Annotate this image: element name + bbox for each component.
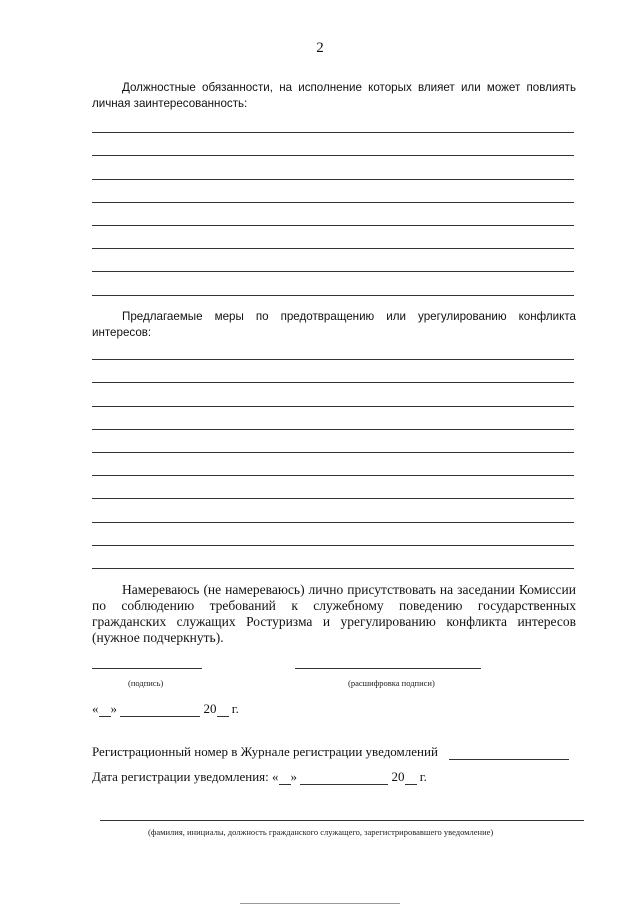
year-prefix: 20 xyxy=(203,701,217,716)
signature-caption: (подпись) xyxy=(128,678,164,688)
date-open-quote: « xyxy=(92,701,99,716)
fill-line[interactable] xyxy=(92,383,574,406)
fill-line[interactable] xyxy=(92,156,574,179)
year-blank[interactable] xyxy=(405,772,417,785)
year-suffix: г. xyxy=(419,769,427,784)
intent-paragraph: Намереваюсь (не намереваюсь) лично присутствовать на заседании Комиссии по соблюдению требований к служебному поведению государственных гражданских служащих Ростуризма и урегулированию конфликта интересов (нужное подчеркнуть). xyxy=(92,582,576,645)
official-caption: (фамилия, инициалы, должность гражданского служащего, зарегистрировавшего уведомление) xyxy=(148,827,494,837)
fill-line[interactable] xyxy=(92,499,574,522)
page-number: 2 xyxy=(316,40,324,56)
signature-decode-caption: (расшифровка подписи) xyxy=(348,678,435,688)
date-close-quote: » xyxy=(290,769,297,784)
date-close-quote: » xyxy=(110,701,117,716)
fill-line[interactable] xyxy=(92,133,574,156)
measures-lines[interactable] xyxy=(92,337,574,569)
fill-line[interactable] xyxy=(92,546,574,569)
day-blank[interactable] xyxy=(99,704,111,717)
measures-heading: Предлагаемые меры по предотвращению или урегулированию конфликта интересов: xyxy=(92,310,576,339)
official-line[interactable] xyxy=(100,820,584,821)
year-blank[interactable] xyxy=(217,704,229,717)
fill-line[interactable] xyxy=(92,523,574,546)
fill-line[interactable] xyxy=(92,337,574,360)
registration-number-label: Регистрационный номер в Журнале регистрации уведомлений xyxy=(92,744,438,759)
fill-line[interactable] xyxy=(92,249,574,272)
fill-line[interactable] xyxy=(92,476,574,499)
fill-line[interactable] xyxy=(92,407,574,430)
fill-line[interactable] xyxy=(92,180,574,203)
registration-date-label: Дата регистрации уведомления: xyxy=(92,769,269,784)
bottom-scan-line xyxy=(240,903,400,904)
registration-number-row xyxy=(92,744,569,760)
year-suffix: г. xyxy=(231,701,239,716)
registration-number-blank[interactable] xyxy=(449,747,569,760)
year-prefix: 20 xyxy=(391,769,405,784)
duties-lines[interactable] xyxy=(92,110,574,296)
fill-line[interactable] xyxy=(92,226,574,249)
fill-line[interactable] xyxy=(92,203,574,226)
signature-decode-line[interactable] xyxy=(295,668,481,669)
signature-line[interactable] xyxy=(92,668,202,669)
fill-line[interactable] xyxy=(92,360,574,383)
fill-line[interactable] xyxy=(92,453,574,476)
month-blank[interactable] xyxy=(120,704,200,717)
fill-line[interactable] xyxy=(92,430,574,453)
registration-date-row xyxy=(92,769,427,785)
signature-date xyxy=(92,701,239,717)
duties-heading: Должностные обязанности, на исполнение которых влияет или может повлиять личная заинтересованность: xyxy=(92,81,576,110)
fill-line[interactable] xyxy=(92,272,574,295)
day-blank[interactable] xyxy=(279,772,291,785)
fill-line[interactable] xyxy=(92,110,574,133)
date-open-quote: « xyxy=(272,769,279,784)
month-blank[interactable] xyxy=(300,772,388,785)
